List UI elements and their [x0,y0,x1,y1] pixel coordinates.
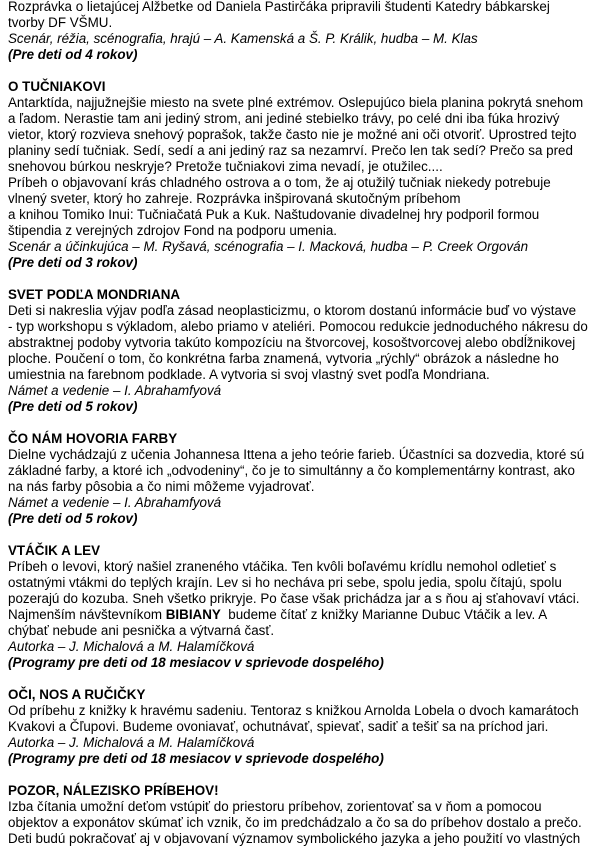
intro-credits: Scenár, réžia, scénografia, hrajú – A. Kamenská a Š. P. Králik, hudba – M. Klas [8,31,478,46]
section-credits: Námet a vedenie – I. Abrahamfyová [8,495,222,510]
paragraph-line: objektov a exponátov skúmať ich vznik, čo im predchádzalo a čo sa do príbehov dostalo a prečo. [8,815,582,830]
section-title: OČI, NOS A RUČIČKY [8,687,146,702]
paragraph-line: abstraktnej podoby vytvoria takúto kompozíciu na štvorcovej, kosoštvorcovej alebo obdĺžnikovej [8,335,576,350]
paragraph-line: na nás farby pôsobia a čo nimi môžeme vyjadrovať. [8,479,315,494]
paragraph-line: planiny sedí tučniak. Sedí, sedí a ani jediný raz sa nezamrví. Prečo len tak sedí? Prečo sa pred [8,143,573,158]
section-title: POZOR, NÁLEZISKO PRÍBEHOV! [8,783,219,798]
intro-age: (Pre deti od 4 rokov) [8,47,138,62]
intro-line: Rozprávka o lietajúcej Alžbetke od Daniela Pastirčáka pripravili študenti Katedry bábkarskej [8,0,550,14]
paragraph-line: Deti si nakreslia výjav podľa zásad neoplasticizmu, o ktorom dostanú informácie buď vo výstave [8,303,577,318]
line-text: budeme čítať z knižky Marianne Dubuc Vtáčik a lev. A [220,607,548,622]
paragraph-line: Príbeh o objavovaní krás chladného ostrova a o tom, že aj otužilý tučniak niekedy potrebuje [8,175,551,190]
section-credits: Autorka – J. Michalová a M. Halamíčková [8,639,255,654]
section-credits: Námet a vedenie – I. Abrahamfyová [8,383,222,398]
section-age: (Programy pre deti od 18 mesiacov v sprievode dospelého) [8,751,384,766]
bibiana-name: BIBIANY [165,607,221,622]
section-pozor-nalezisko-pribehov [8,783,596,847]
section-title: SVET PODĽA MONDRIANA [8,287,181,302]
section-age: (Pre deti od 3 rokov) [8,255,138,270]
paragraph-line: základné farby, a ktoré ich „odvodeniny“, čo je to simultánny a čo komplementárny kontrast, ako [8,463,575,478]
paragraph-line: vlnený sveter, ktorý ho zahreje. Rozprávka inšpirovaná skutočným príbehom [8,191,461,206]
paragraph-line: Dielne vychádzajú z učenia Johannesa Ittena a jeho teórie farieb. Účastníci sa dozvedia, ktoré sú [8,447,585,462]
section-age: (Pre deti od 5 rokov) [8,399,138,414]
paragraph-line: chýbať nebude ani pesnička a výtvarná časť. [8,623,275,638]
paragraph-line: ploche. Poučení o tom, čo konkrétna farba znamená, vytvoria „rýchly“ obrázok a následne ho [8,351,559,366]
paragraph-line: umiestnia na farebnom podklade. A vytvoria si svoj vlastný svet podľa Mondriana. [8,367,490,382]
paragraph-line: ostatnými vtákmi do teplých krajín. Lev si ho necháva pri sebe, spolu jedia, spolu čítajú, spolu [8,575,562,590]
section-vtacik-a-lev [8,543,596,671]
intro-block [8,0,596,63]
section-title: O TUČNIAKOVI [8,79,106,94]
paragraph-line: Od príbehu z knižky k hravému sadeniu. Tentoraz s knižkou Arnolda Lobela o dvoch kamarátoch [8,703,579,718]
section-age: (Programy pre deti od 18 mesiacov v sprievode dospelého) [8,655,384,670]
section-co-nam-hovoria-farby [8,431,596,527]
line-text: Najmenším návštevníkom [8,607,166,622]
paragraph-line: - typ workshopu s výkladom, alebo priamo v ateliéri. Pomocou redukcie jednoduchého nákresu do [8,319,588,334]
paragraph-line: a ľadom. Nerastie tam ani jediný strom, ani jediné stebielko trávy, po celé dni iba fúka hrozivý [8,111,560,126]
paragraph-line: štipendia z verejných zdrojov Fond na podporu umenia. [8,223,338,238]
paragraph-line-bibiana [8,607,596,623]
paragraph-line: vietor, ktorý rozvieva snehový poprašok, takže často nie je možné ani oči otvoriť. Uprostred tejto [8,127,577,142]
paragraph-line: pozerajú do kozuba. Sneh všetko prikryje. Po čase však prichádza jar a s ňou aj sťahovaví vtáci. [8,591,580,606]
paragraph-line: Príbeh o levovi, ktorý našiel zraneného vtáčika. Ten kvôli boľavému krídlu nemohol odletieť s [8,559,557,574]
section-svet-podla-mondriana [8,287,596,415]
section-title: ČO NÁM HOVORIA FARBY [8,431,178,446]
section-o-tucniakovi [8,79,596,271]
paragraph-line: Deti budú pokračovať aj v objavovaní významov symbolického jazyka a jeho použití vo vlastných [8,831,581,846]
intro-line: tvorby DF VŠMU. [8,15,113,30]
paragraph-line: Antarktída, najjužnejšie miesto na svete plné extrémov. Oslepujúco biela planina pokrytá snehom [8,95,584,110]
section-title: VTÁČIK A LEV [8,543,101,558]
paragraph-line: snehovou búrkou neskryje? Pretože tučniakovi zima nevadí, je otužilec.... [8,159,443,174]
section-credits: Autorka – J. Michalová a M. Halamíčková [8,735,255,750]
section-oci-nos-a-rucicky [8,687,596,767]
section-age: (Pre deti od 5 rokov) [8,511,138,526]
section-credits: Scenár a účinkujúca – M. Ryšavá, scénografia – I. Macková, hudba – P. Creek Orgován [8,239,529,254]
paragraph-line: Kvakovi a Čľupovi. Budeme ovoniavať, ochutnávať, spievať, sadiť a tešiť sa na príchod jari. [8,719,549,734]
paragraph-line: Izba čítania umožní deťom vstúpiť do priestoru príbehov, zorientovať sa v ňom a pomocou [8,799,542,814]
paragraph-line: a knihou Tomiko Inui: Tučniačatá Puk a Kuk. Naštudovanie divadelnej hry podporil formou [8,207,540,222]
